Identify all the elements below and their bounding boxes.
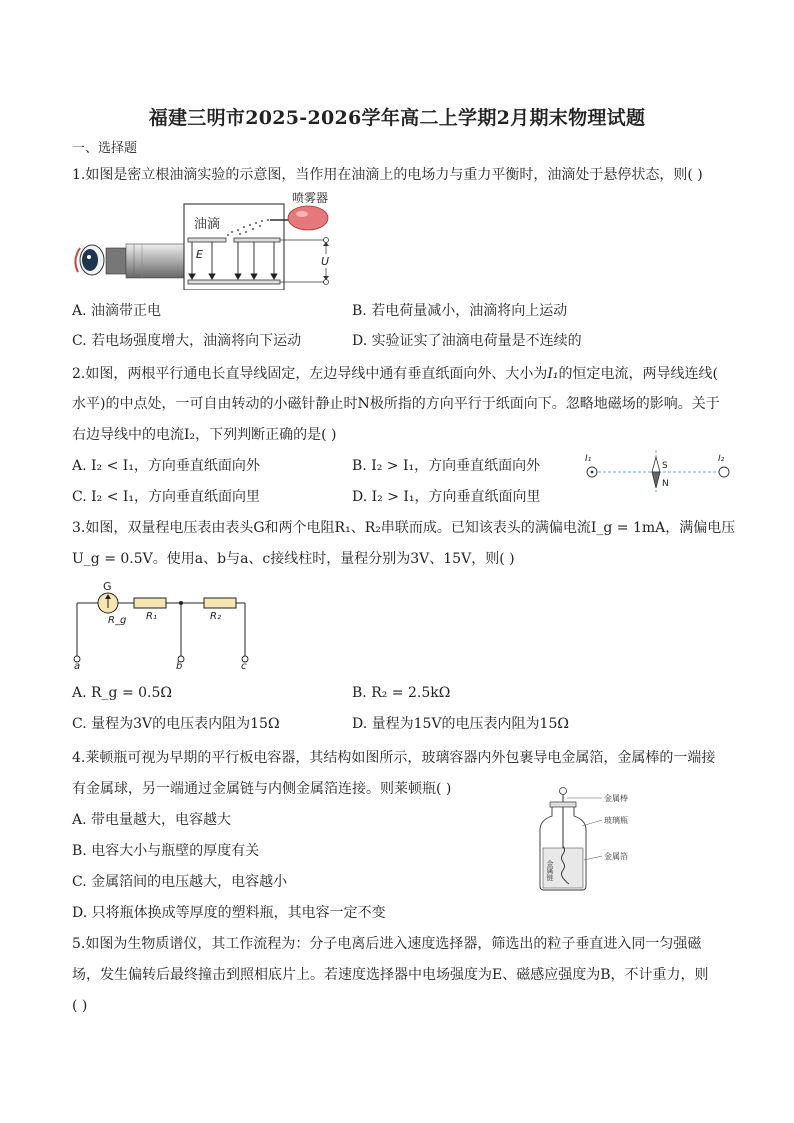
- q2-line1-part2: 的恒定电流，两导线连线(: [558, 366, 718, 382]
- q2-line2: 水平)的中点处，一可自由转动的小磁针静止时N极所指的方向平行于纸面向下。忽略地磁场的影响。关于: [72, 396, 720, 412]
- q3-option-b: B. R₂ = 2.5kΩ: [352, 685, 451, 701]
- q1-option-a: A. 油滴带正电: [72, 303, 162, 319]
- wire1-label: I₁: [585, 454, 592, 464]
- q1-option-c: C. 若电场强度增大，油滴将向下运动: [72, 333, 302, 349]
- q4-line1: 4.莱顿瓶可视为早期的平行板电容器，其结构如图所示，玻璃容器内外包裹导电金属箔，金属棒的一端接: [72, 750, 716, 766]
- voltage-label: U: [321, 255, 330, 268]
- compass-needle-icon: [652, 457, 660, 488]
- q3-option-c: C. 量程为3V的电压表内阻为15Ω: [72, 716, 280, 732]
- q2-option-b: B. I₂ > I₁，方向垂直纸面向外: [352, 458, 541, 474]
- q2-current-symbol: I₁: [547, 366, 559, 382]
- q5-line2: 场，发生偏转后最终撞击到照相底片上。若速度选择器中电场强度为E、磁感应强度为B，不计重力，则: [72, 967, 709, 983]
- galvanometer-label: G: [103, 580, 112, 593]
- chain-label: 金属链: [546, 860, 554, 881]
- q2-option-d: D. I₂ > I₁，方向垂直纸面向里: [352, 489, 541, 505]
- oil-droplets: [227, 219, 269, 236]
- q2-option-a: A. I₂ < I₁，方向垂直纸面向外: [72, 458, 260, 474]
- q4-option-d: D. 只将瓶体换成等厚度的塑料瓶，其电容一定不变: [72, 905, 386, 921]
- q2-wires-figure: [580, 448, 736, 494]
- rod-label: 金属棒: [604, 794, 628, 803]
- resistor-r2: [204, 598, 236, 608]
- q4-line2: 有金属球，另一端通过金属链与内侧金属箔连接。则莱顿瓶( ): [72, 781, 452, 797]
- sprayer-icon: [270, 206, 328, 230]
- needle-n-label: N: [662, 479, 669, 489]
- q2-option-c: C. I₂ < I₁，方向垂直纸面向里: [72, 489, 261, 505]
- eye-icon: [75, 245, 104, 275]
- q4-option-a: A. 带电量越大，电容越大: [72, 812, 232, 828]
- q1-millikan-figure: [70, 190, 340, 290]
- q4-option-b: B. 电容大小与瓶壁的厚度有关: [72, 843, 260, 859]
- terminal-b-label: b: [176, 661, 183, 670]
- q5-line3: ( ): [72, 998, 88, 1014]
- r2-label: R₂: [210, 611, 221, 622]
- q3-option-d: D. 量程为15V的电压表内阻为15Ω: [352, 716, 569, 732]
- q1-option-d: D. 实验证实了油滴电荷量是不连续的: [352, 333, 582, 349]
- q3-line2: U_g = 0.5V。使用a、b与a、c接线柱时，量程分别为3V、15V，则( ): [72, 551, 515, 567]
- metal-ball-icon: [560, 788, 567, 795]
- q4-option-c: C. 金属箔间的电压越大，电容越小: [72, 874, 288, 890]
- q1-option-b: B. 若电荷量减小，油滴将向上运动: [352, 303, 568, 319]
- q2-line1: [72, 364, 718, 384]
- needle-s-label: S: [662, 461, 668, 471]
- wire2-circle-icon: [719, 467, 729, 477]
- wire2-label: I₂: [718, 454, 725, 464]
- q5-line1: 5.如图为生物质谱仪，其工作流程为：分子电离后进入速度选择器，筛选出的粒子垂直进入同一匀强磁: [72, 936, 702, 952]
- droplet-label: 油滴: [194, 217, 221, 232]
- section-heading: 一、选择题: [72, 141, 138, 156]
- q3-circuit-figure: [70, 578, 262, 670]
- q1-stem: 1.如图是密立根油滴实验的示意图，当作用在油滴上的电场力与重力平衡时，油滴处于悬停状态，则( ): [72, 167, 703, 183]
- terminal-a-label: a: [74, 661, 81, 670]
- microscope-icon: [106, 244, 184, 278]
- q2-line1-part1: 2.如图，两根平行通电长直导线固定，左边导线中通有垂直纸面向外、大小为: [72, 366, 548, 382]
- page-title: 福建三明市2025-2026学年高二上学期2月期末物理试题: [148, 107, 646, 129]
- field-label: E: [196, 248, 203, 261]
- terminal-c-label: c: [241, 661, 247, 670]
- sprayer-label: 喷雾器: [292, 191, 329, 205]
- resistor-r1: [134, 598, 166, 608]
- q4-leyden-jar-figure: [530, 786, 670, 892]
- foil-label: 金属箔: [604, 852, 628, 861]
- glass-label: 玻璃瓶: [604, 816, 628, 825]
- rg-label: R_g: [108, 615, 127, 626]
- q3-line1: 3.如图，双量程电压表由表头G和两个电阻R₁、R₂串联而成。已知该表头的满偏电流I_g = 1mA，满偏电压: [72, 520, 736, 536]
- q2-line3: 右边导线中的电流I₂，下列判断正确的是( ): [72, 427, 337, 443]
- r1-label: R₁: [146, 611, 157, 622]
- q3-option-a: A. R_g = 0.5Ω: [72, 685, 173, 701]
